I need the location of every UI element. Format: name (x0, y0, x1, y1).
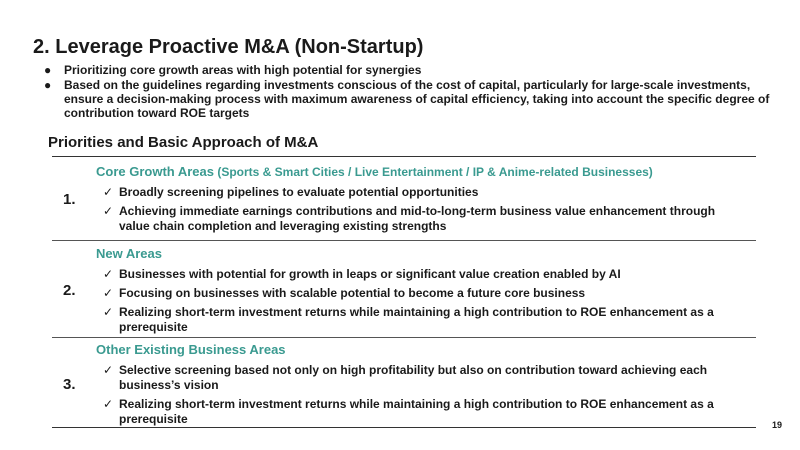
area-title-text: New Areas (96, 246, 162, 261)
table-top-rule (52, 156, 756, 157)
check-item (96, 204, 746, 234)
intro-bullet (40, 63, 780, 77)
check-list (96, 363, 746, 427)
checkmark-icon: ✓ (103, 305, 114, 319)
check-item (96, 286, 746, 301)
row-content (96, 164, 746, 238)
area-title (96, 342, 746, 358)
checkmark-icon: ✓ (103, 204, 114, 218)
section-heading: Priorities and Basic Approach of M&A (48, 134, 319, 151)
area-title (96, 246, 746, 262)
check-item (96, 305, 746, 335)
table-bottom-rule (52, 427, 756, 428)
priority-row-new-areas (52, 246, 756, 336)
page-number: 19 (772, 420, 783, 430)
check-list (96, 185, 746, 234)
row-number: 3. (63, 376, 76, 393)
checkmark-icon: ✓ (103, 267, 114, 281)
check-item-text: Businesses with potential for growth in leaps or significant value creation enabled by AI (119, 267, 621, 281)
row-content (96, 246, 746, 339)
intro-bullet-text: Prioritizing core growth areas with high potential for synergies (64, 63, 422, 77)
row-divider (52, 337, 756, 338)
priority-row-core-growth (52, 164, 756, 240)
area-title-text: Other Existing Business Areas (96, 342, 286, 357)
area-subtitle: (Sports & Smart Cities / Live Entertainment / IP & Anime-related Businesses) (214, 165, 653, 179)
intro-bullet-list (40, 63, 780, 121)
check-item (96, 185, 746, 200)
area-title-text: Core Growth Areas (96, 164, 214, 179)
row-number: 2. (63, 282, 76, 299)
check-item-text: Focusing on businesses with scalable potential to become a future core business (119, 286, 586, 300)
check-item-text: Selective screening based not only on high profitability but also on contribution toward achieving each business’s vision (119, 363, 708, 392)
row-content (96, 342, 746, 431)
check-item-text: Achieving immediate earnings contributions and mid-to-long-term business value enhancement through value chain completion and leveraging existing strengths (119, 204, 716, 233)
check-item (96, 363, 746, 393)
page-title: 2. Leverage Proactive M&A (Non-Startup) (33, 36, 424, 58)
intro-bullet (40, 78, 780, 120)
intro-bullet-text: Based on the guidelines regarding investments conscious of the cost of capital, particularly for large-scale investments, ensure a decision-making process with maximum awareness of capital efficiency, taking into account the specific degree of contribution toward ROE targets (64, 78, 770, 120)
checkmark-icon: ✓ (103, 397, 114, 411)
check-item-text: Realizing short-term investment returns while maintaining a high contribution to ROE enhancement as a prerequisite (119, 305, 714, 334)
row-divider (52, 240, 756, 241)
row-number: 1. (63, 191, 76, 208)
bullet-dot-icon: ● (44, 78, 52, 92)
checkmark-icon: ✓ (103, 185, 114, 199)
check-item (96, 397, 746, 427)
check-item-text: Realizing short-term investment returns while maintaining a high contribution to ROE enhancement as a prerequisite (119, 397, 714, 426)
checkmark-icon: ✓ (103, 363, 114, 377)
check-list (96, 267, 746, 335)
priority-row-other-existing (52, 342, 756, 426)
bullet-dot-icon: ● (44, 63, 52, 77)
check-item-text: Broadly screening pipelines to evaluate potential opportunities (119, 185, 479, 199)
check-item (96, 267, 746, 282)
checkmark-icon: ✓ (103, 286, 114, 300)
area-title (96, 164, 746, 180)
